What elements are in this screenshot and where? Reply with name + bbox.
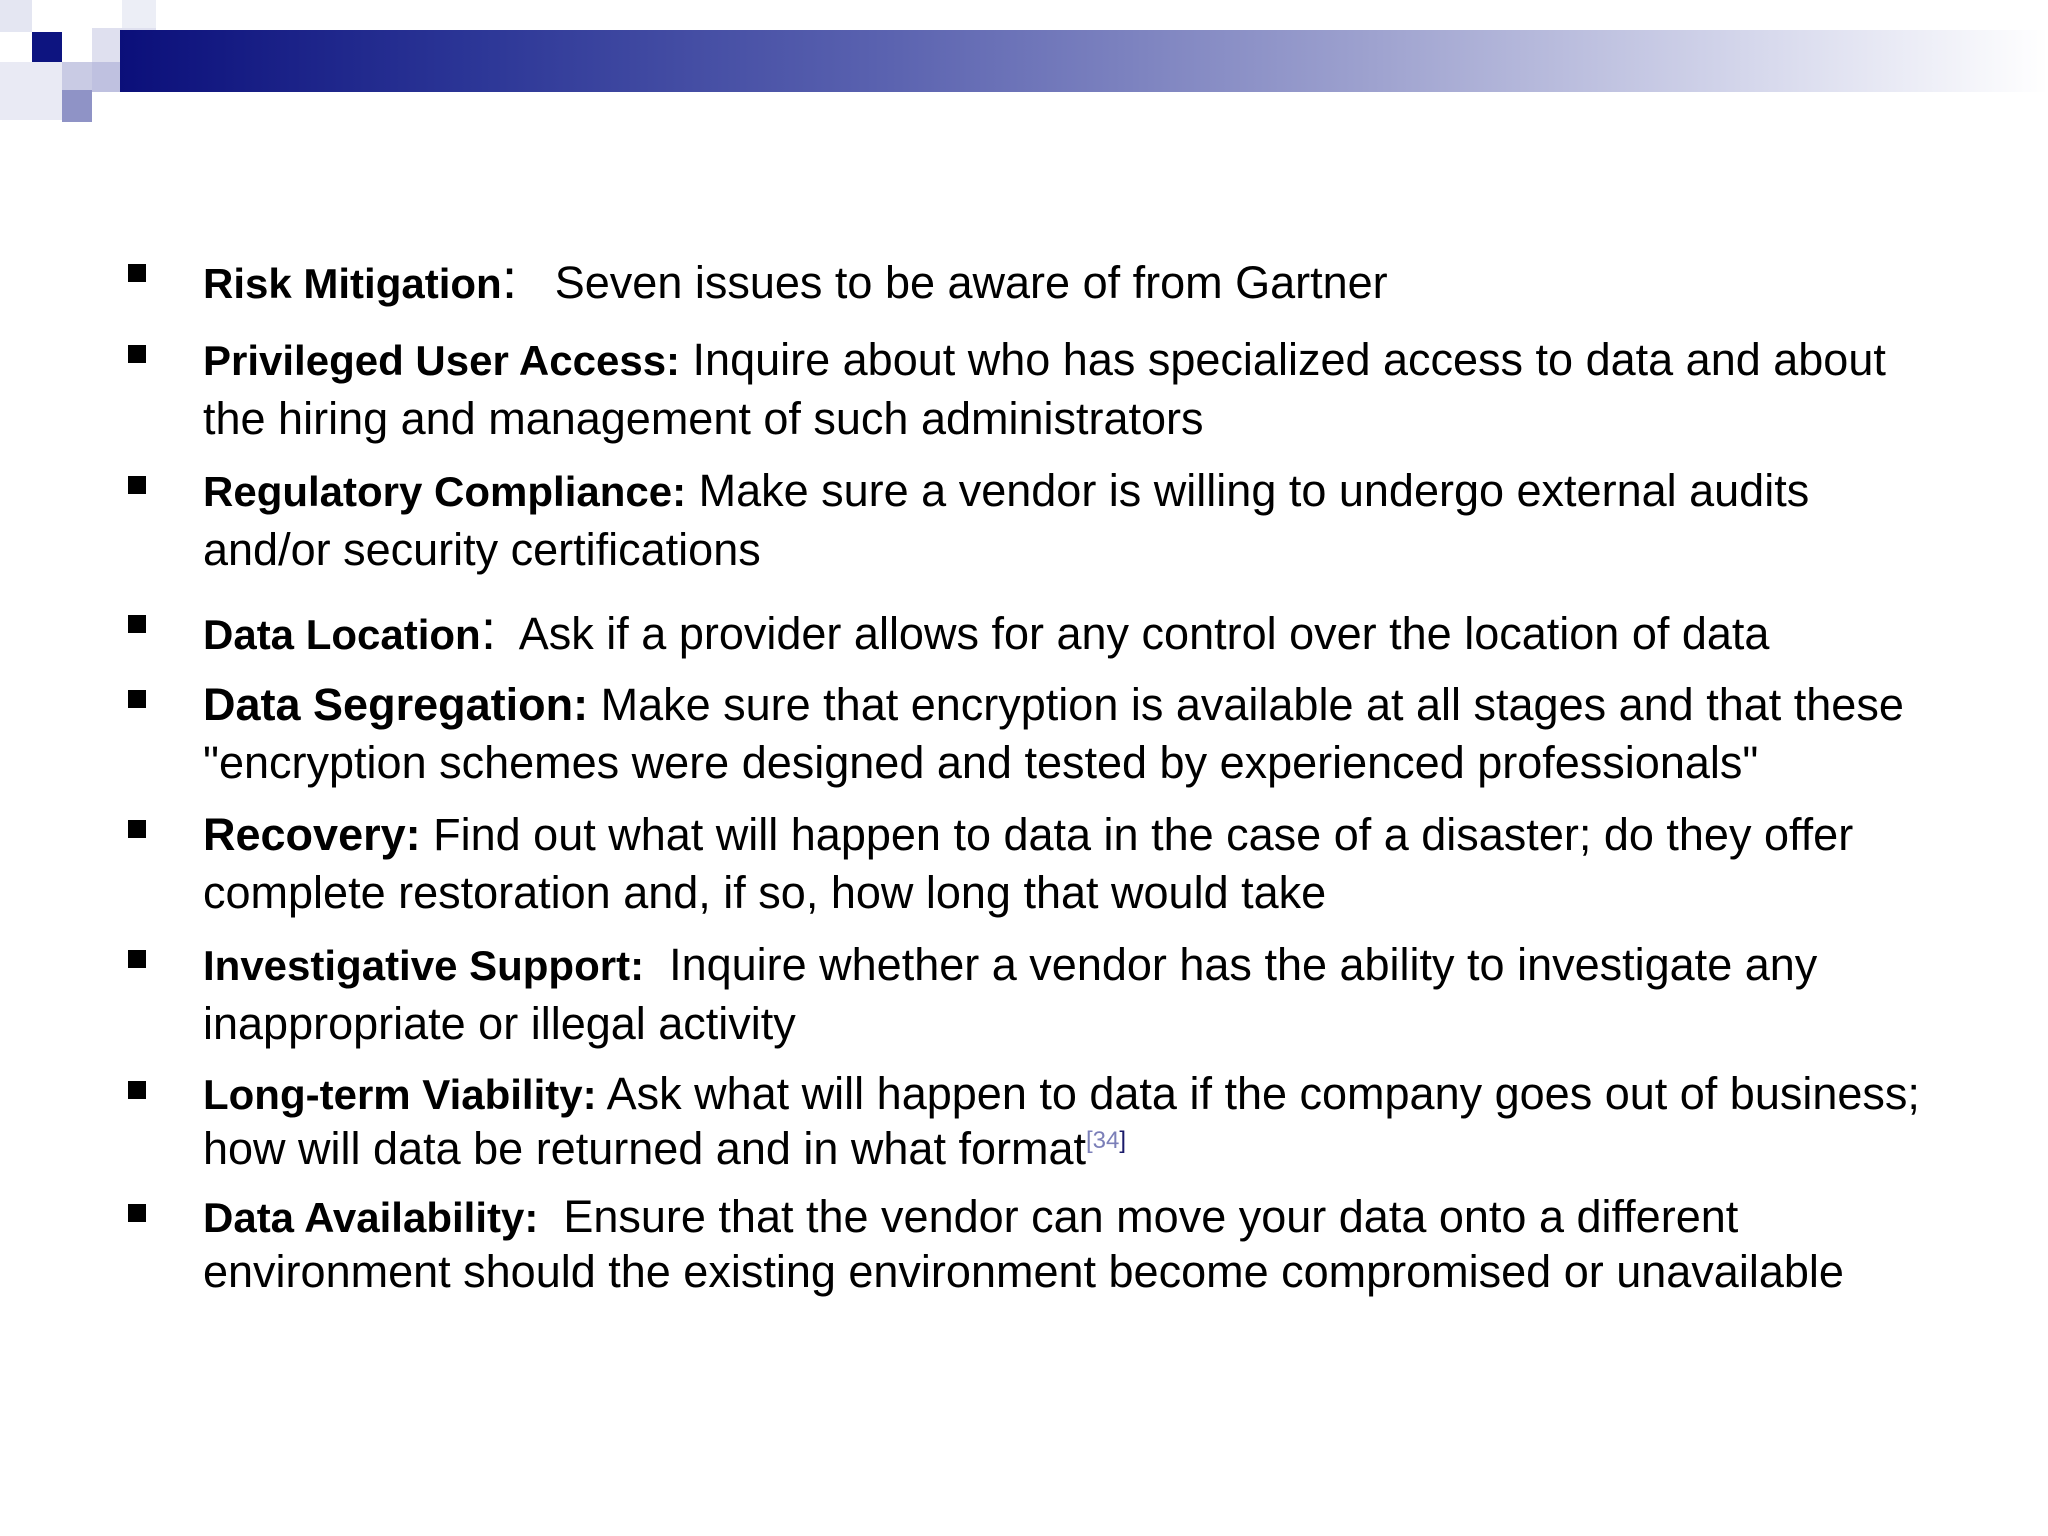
- list-item: [125, 676, 1945, 792]
- header-square: [62, 90, 92, 122]
- bullet-term: Investigative Support:: [203, 942, 645, 989]
- bullet-term: Risk Mitigation: [203, 260, 502, 307]
- header-square: [0, 62, 62, 120]
- header-square: [0, 0, 32, 32]
- bullet-text: Inquire whether a vendor has the ability to investigate any inappropriate or illegal activity: [203, 939, 1830, 1049]
- list-item: [125, 598, 1945, 664]
- square-bullet-icon: [128, 1204, 146, 1222]
- list-item: [125, 806, 1945, 922]
- bullet-separator: :: [501, 247, 518, 310]
- bullet-term: Privileged User Access:: [203, 337, 681, 384]
- square-bullet-icon: [128, 950, 146, 968]
- citation-reference: [34]: [1086, 1127, 1127, 1154]
- bullet-term: Data Availability:: [203, 1194, 539, 1241]
- bullet-text: Find out what will happen to data in the case of a disaster; do they offer complete restoration and, if so, how long that would take: [203, 809, 1854, 918]
- bullet-term: Recovery:: [203, 809, 421, 860]
- header-square: [122, 0, 156, 28]
- bullet-text: Inquire about who has specialized access to data and about the hiring and management of such administrators: [203, 334, 1886, 444]
- bullet-term: Data Segregation:: [203, 679, 589, 730]
- bullet-term: Data Location: [203, 611, 481, 658]
- bullet-separator: :: [480, 598, 497, 661]
- square-bullet-icon: [128, 264, 146, 282]
- header-square: [32, 32, 62, 62]
- bullet-text: Make sure that encryption is available at all stages and that these "encryption schemes were designed and tested by experienced professionals": [203, 679, 1904, 788]
- bullet-text: Ask what will happen to data if the company goes out of business; how will data be returned and in what format: [203, 1068, 1920, 1174]
- list-item: [125, 247, 1945, 313]
- list-item: [125, 936, 1945, 1053]
- square-bullet-icon: [128, 820, 146, 838]
- bullet-text: Make sure a vendor is willing to undergo external audits and/or security certifications: [203, 465, 1810, 575]
- header-gradient-bar: [120, 30, 2048, 92]
- bullet-term: Long-term Viability:: [203, 1071, 597, 1118]
- square-bullet-icon: [128, 1081, 146, 1099]
- list-item: [125, 1067, 1945, 1176]
- bullet-text: Ask if a provider allows for any control over the location of data: [496, 608, 1770, 659]
- bullet-list: [125, 247, 1945, 1299]
- bullet-term: Regulatory Compliance:: [203, 468, 687, 515]
- header-square: [92, 62, 122, 92]
- header-square: [62, 62, 92, 90]
- square-bullet-icon: [128, 345, 146, 363]
- list-item: [125, 331, 1945, 448]
- list-item: [125, 1190, 1945, 1299]
- list-item: [125, 462, 1945, 579]
- bullet-text: Seven issues to be aware of from Gartner: [517, 257, 1388, 308]
- square-bullet-icon: [128, 690, 146, 708]
- square-bullet-icon: [128, 615, 146, 633]
- square-bullet-icon: [128, 476, 146, 494]
- bullet-text: Ensure that the vendor can move your data onto a different environment should the existing environment become compromised or unavailable: [203, 1191, 1844, 1297]
